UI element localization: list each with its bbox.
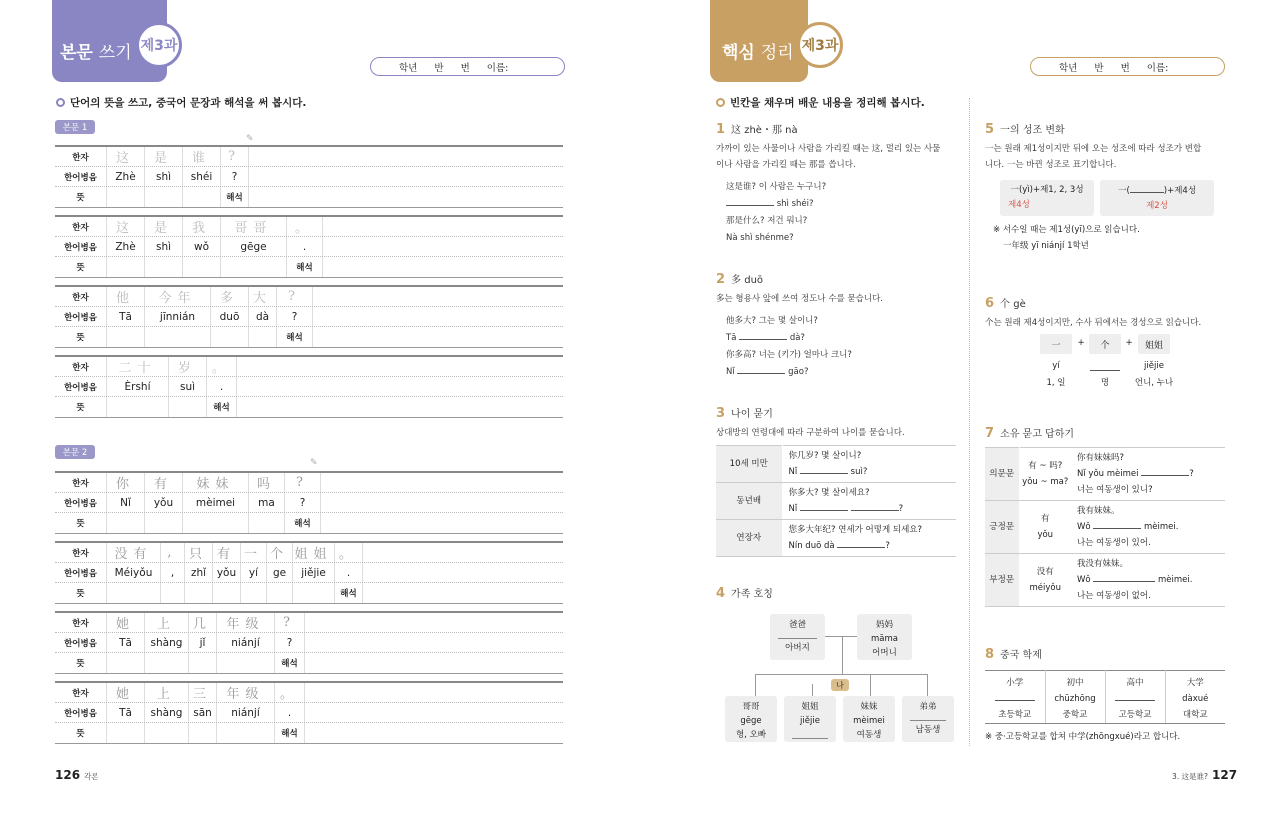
table-cell: jīnnián <box>145 307 211 326</box>
table-row <box>55 397 563 417</box>
table-row <box>55 187 563 207</box>
table-cell: duō <box>211 307 249 326</box>
table-cell: 是 <box>145 147 183 166</box>
table-cell <box>107 397 169 417</box>
table-cell: 二十 <box>107 357 169 376</box>
table-cell: 没有 <box>107 543 161 562</box>
table-cell: shàng <box>145 633 189 652</box>
table-row <box>55 543 563 563</box>
table-cell: Zhè <box>107 237 145 256</box>
section-8: 8 중국 학제 小学 초등학교 初中 chūzhōng 중학교 高中 고등학교 大学 dàxué 대학교 ※ 중·고등학교를 합쳐 中学(zhōngxué)라고 합니다. <box>985 646 1225 742</box>
table-cell <box>169 397 207 417</box>
table-cell: niánjí <box>217 633 275 652</box>
text2-label: 본문 2 <box>55 445 95 459</box>
table-cell <box>293 583 335 603</box>
table-cell <box>211 327 249 347</box>
table-cell <box>145 513 183 533</box>
word-yi: 一 <box>1040 334 1072 354</box>
table-cell: ? <box>285 493 321 512</box>
table-cell: 谁 <box>183 147 221 166</box>
page-title: 핵심 정리 <box>722 43 794 63</box>
table-cell[interactable] <box>145 187 183 207</box>
table-row <box>55 653 563 673</box>
table-cell: wǒ <box>183 237 221 256</box>
table-cell <box>267 583 293 603</box>
table-row <box>55 307 563 327</box>
table-cell <box>107 723 145 743</box>
table-cell <box>107 327 145 347</box>
section-2: 2 多 duō 多는 형용사 앞에 쓰여 정도나 수를 묻습니다. 他多大? 그는 몇 살이니? Tā dà? 你多高? 너는 (키가) 얼마나 크니? Nǐ gāo? <box>716 272 884 377</box>
page-number: 3. 这是谁? 127 <box>1172 768 1238 782</box>
word-ge: 个 <box>1089 334 1121 354</box>
table-cell: ? <box>285 473 321 492</box>
table-cell: 她 <box>107 683 145 702</box>
table-cell: sān <box>189 703 217 722</box>
text1-label: 본문 1 <box>55 120 95 134</box>
row-label: 한자 <box>55 217 107 236</box>
table-cell <box>183 257 221 277</box>
table-cell: , <box>161 543 185 562</box>
table-cell: 几 <box>189 613 217 632</box>
table-row <box>55 723 563 743</box>
table-row <box>55 257 563 277</box>
table-row <box>55 703 563 723</box>
section-1: 1 这 zhè・那 nà 가까이 있는 사물이나 사람을 가리킬 때는 这, 멀리 있는 사물 이나 사람을 가리킬 때는 那를 씁니다. 这是谁? 이 사람은 누구니? shì shéi? 那是什么? 저건 뭐니? Nà shì shénme? <box>716 122 941 243</box>
table-cell: ? <box>277 287 313 306</box>
sentence-block <box>55 145 563 208</box>
sentence-block <box>55 681 563 744</box>
family-baba: 爸爸 아버지 <box>770 614 825 660</box>
table-cell <box>217 653 275 673</box>
pencil-icon: ✎ <box>310 458 318 468</box>
row-label: 한어병음 <box>55 237 107 256</box>
table-cell: ? <box>221 147 249 166</box>
table-cell: dà <box>249 307 277 326</box>
table-row <box>55 357 563 377</box>
table-row <box>55 633 563 653</box>
table-cell: 岁 <box>169 357 207 376</box>
name-field[interactable]: 학년 반 번 이름: <box>1030 57 1225 76</box>
table-cell: 해석 <box>275 653 305 673</box>
table-cell: 个 <box>267 543 293 562</box>
table-cell: 上 <box>145 683 189 702</box>
table-cell: 。 <box>287 217 323 236</box>
bullet-icon <box>716 98 725 107</box>
row-label: 한자 <box>55 613 107 632</box>
lesson-badge: 제3과 <box>136 22 182 68</box>
table-row <box>55 493 563 513</box>
row-label: 한자 <box>55 543 107 562</box>
table-cell: Èrshí <box>107 377 169 396</box>
table-cell <box>249 327 277 347</box>
table-cell: shàng <box>145 703 189 722</box>
table-cell: 哥哥 <box>221 217 287 236</box>
page-number: 126 각론 <box>55 768 99 782</box>
table-row <box>55 583 563 603</box>
sentence-block <box>55 285 563 348</box>
table-cell: Tā <box>107 307 145 326</box>
table-cell: 多 <box>211 287 249 306</box>
table-cell <box>107 513 145 533</box>
age-table: 10세 미만 你几岁? 몇 살이니? Nǐ suì? 동년배 你多大? 몇 살이세요? Nǐ ? 연장자 您多大年纪? 연세가 어떻게 되세요? Nín duō dà ? <box>716 445 956 557</box>
table-cell: shéi <box>183 167 221 186</box>
table-cell <box>107 583 161 603</box>
table-cell: 大 <box>249 287 277 306</box>
table-cell: jǐ <box>189 633 217 652</box>
table-cell: 해석 <box>207 397 237 417</box>
table-cell: ma <box>249 493 285 512</box>
row-label: 한어병음 <box>55 493 107 512</box>
tone-box-2: 一( )+제4성 제2성 <box>1100 180 1214 216</box>
table-cell: 해석 <box>287 257 323 277</box>
table-cell: 这 <box>107 147 145 166</box>
table-cell: Nǐ <box>107 493 145 512</box>
table-cell <box>107 653 145 673</box>
table-row <box>55 563 563 583</box>
sentence-block <box>55 541 563 604</box>
table-row <box>55 327 563 347</box>
table-cell <box>213 583 241 603</box>
table-cell: Zhè <box>107 167 145 186</box>
section-5: 5 一의 성조 변화 一는 원래 제1성이지만 뒤에 오는 성조에 따라 성조가 변합 니다. 一는 바뀐 성조로 표기합니다. <box>985 122 1202 170</box>
table-row <box>55 287 563 307</box>
table-cell: , <box>161 563 185 582</box>
table-row <box>55 513 563 533</box>
table-cell: 三 <box>189 683 217 702</box>
word-jiejie: 姐姐 <box>1138 334 1170 354</box>
row-label: 한어병음 <box>55 377 107 396</box>
table-cell <box>145 653 189 673</box>
table-cell: 해석 <box>275 723 305 743</box>
table-cell: 只 <box>185 543 213 562</box>
table-cell: yí <box>241 563 267 582</box>
table-cell: 吗 <box>249 473 285 492</box>
table-row <box>55 167 563 187</box>
table-cell <box>183 513 249 533</box>
section-3: 3 나이 묻기 상대방의 연령대에 따라 구분하여 나이를 묻습니다. 10세 미만 你几岁? 몇 살이니? Nǐ suì? 동년배 你多大? 몇 살이세요? Nǐ ? 연장자 您多大年纪? 연세가 어떻게 되세요? Nín duō dà ? <box>716 405 961 557</box>
row-label: 한자 <box>55 357 107 376</box>
table-cell: 해석 <box>285 513 321 533</box>
pencil-icon: ✎ <box>246 134 254 144</box>
row-label: 한어병음 <box>55 703 107 722</box>
table-cell: 해석 <box>221 187 249 207</box>
table-cell: 。 <box>207 357 237 376</box>
table-row <box>55 217 563 237</box>
table-cell <box>145 723 189 743</box>
table-cell: mèimei <box>183 493 249 512</box>
table-cell: ? <box>277 307 313 326</box>
table-cell[interactable] <box>107 187 145 207</box>
family-jiejie: 姐姐 jiějie <box>784 696 836 742</box>
row-label: 뜻 <box>55 513 107 533</box>
table-cell: suì <box>169 377 207 396</box>
table-cell <box>161 583 185 603</box>
table-cell: 他 <box>107 287 145 306</box>
table-cell[interactable] <box>183 187 221 207</box>
table-cell: 姐姐 <box>293 543 335 562</box>
table-cell: . <box>207 377 237 396</box>
table-cell: . <box>335 563 363 582</box>
table-cell: yǒu <box>213 563 241 582</box>
table-cell: niánjí <box>217 703 275 722</box>
family-gege: 哥哥 gēge 형, 오빠 <box>725 696 777 742</box>
table-cell: Tā <box>107 703 145 722</box>
table-row <box>55 683 563 703</box>
table-cell: 我 <box>183 217 221 236</box>
table-cell: 。 <box>335 543 363 562</box>
table-row <box>55 237 563 257</box>
table-cell <box>145 257 183 277</box>
table-cell: 年级 <box>217 683 275 702</box>
table-cell: 今年 <box>145 287 211 306</box>
sentence-block <box>55 471 563 534</box>
row-label: 한어병음 <box>55 633 107 652</box>
table-cell: gēge <box>221 237 287 256</box>
sentence-block <box>55 355 563 418</box>
table-cell: Méiyǒu <box>107 563 161 582</box>
table-cell: 해석 <box>335 583 363 603</box>
section-6: 6 个 gè 个는 원래 제4성이지만, 수사 뒤에서는 경성으로 읽습니다. <box>985 296 1202 328</box>
family-meimei: 妹妹 mèimei 여동생 <box>843 696 895 742</box>
table-cell <box>241 583 267 603</box>
tone-note: ※ 서수일 때는 제1성(yī)으로 읽습니다. 一年级 yī niánjí 1학년 <box>993 225 1140 251</box>
table-cell: 一 <box>241 543 267 562</box>
table-cell: . <box>275 703 305 722</box>
instruction: 단어의 뜻을 쓰고, 중국어 문장과 해석을 써 봅시다. <box>56 95 306 110</box>
row-label: 뜻 <box>55 397 107 417</box>
table-cell <box>145 327 211 347</box>
sentence-block <box>55 611 563 674</box>
table-cell: 她 <box>107 613 145 632</box>
family-didi: 弟弟 남동생 <box>902 696 954 742</box>
row-label: 뜻 <box>55 653 107 673</box>
section-7: 7 소유 묻고 답하기 의문문 有 ~ 吗? yǒu ~ ma? 你有妹妹吗? Nǐ yǒu mèimei ? 너는 여동생이 있니? 긍정문 有 yǒu 我有妹妹。 Wǒ mèimei. 나는 여동생이 있어. 부정문 没有 méiyǒu 我没有妹妹。 Wǒ mèimei. 나는 여동생이 없어. <box>985 425 1225 607</box>
table-cell: 你 <box>107 473 145 492</box>
lesson-badge: 제3과 <box>797 22 843 68</box>
family-mama: 妈妈 māma 어머니 <box>857 614 912 660</box>
row-label: 뜻 <box>55 257 107 277</box>
row-label: 뜻 <box>55 327 107 347</box>
table-cell: 这 <box>107 217 145 236</box>
table-cell: shì <box>145 237 183 256</box>
section-4: 4 가족 호칭 <box>716 586 773 601</box>
table-cell: 有 <box>213 543 241 562</box>
table-cell: 是 <box>145 217 183 236</box>
row-label: 한자 <box>55 473 107 492</box>
table-cell <box>221 257 287 277</box>
bullet-icon <box>56 98 65 107</box>
table-cell: 上 <box>145 613 189 632</box>
table-cell: ge <box>267 563 293 582</box>
table-cell <box>107 257 145 277</box>
column-divider <box>969 98 970 746</box>
table-cell: shì <box>145 167 183 186</box>
school-table: 小学 초등학교 初中 chūzhōng 중학교 高中 고등학교 大学 dàxué 대학교 <box>985 670 1225 724</box>
page-title: 본문 쓰기 <box>60 43 132 63</box>
row-label: 뜻 <box>55 723 107 743</box>
table-cell: ? <box>275 633 305 652</box>
table-cell: 해석 <box>277 327 313 347</box>
possession-table: 의문문 有 ~ 吗? yǒu ~ ma? 你有妹妹吗? Nǐ yǒu mèimei ? 너는 여동생이 있니? 긍정문 有 yǒu 我有妹妹。 Wǒ mèimei. 나는 여동생이 있어. 부정문 没有 méiyǒu 我没有妹妹。 Wǒ mèimei. 나는 여동생이 없어. <box>985 447 1225 607</box>
table-cell: zhǐ <box>185 563 213 582</box>
table-cell <box>217 723 275 743</box>
row-label: 한자 <box>55 147 107 166</box>
sentence-block <box>55 215 563 278</box>
name-field[interactable]: 학년 반 번 이름: <box>370 57 565 76</box>
row-label: 한어병음 <box>55 167 107 186</box>
table-row <box>55 473 563 493</box>
table-cell <box>189 723 217 743</box>
table-cell: 。 <box>275 683 305 702</box>
table-cell: 有 <box>145 473 183 492</box>
table-cell <box>249 513 285 533</box>
table-row <box>55 613 563 633</box>
table-cell <box>189 653 217 673</box>
row-label: 한자 <box>55 287 107 306</box>
table-row <box>55 377 563 397</box>
tone-box-1: 一(yì)+제1, 2, 3성 제4성 <box>1000 180 1094 216</box>
row-label: 뜻 <box>55 187 107 207</box>
row-label: 한어병음 <box>55 563 107 582</box>
table-cell: yǒu <box>145 493 183 512</box>
instruction: 빈칸을 채우며 배운 내용을 정리해 봅시다. <box>716 95 925 110</box>
row-label: 한어병음 <box>55 307 107 326</box>
table-cell: 妹妹 <box>183 473 249 492</box>
table-row <box>55 147 563 167</box>
me-badge: 나 <box>831 679 849 691</box>
table-cell: jiějie <box>293 563 335 582</box>
table-cell: ? <box>275 613 305 632</box>
row-label: 한자 <box>55 683 107 702</box>
table-cell: Tā <box>107 633 145 652</box>
table-cell: 年级 <box>217 613 275 632</box>
table-cell: . <box>287 237 323 256</box>
table-cell <box>185 583 213 603</box>
table-cell: ? <box>221 167 249 186</box>
row-label: 뜻 <box>55 583 107 603</box>
